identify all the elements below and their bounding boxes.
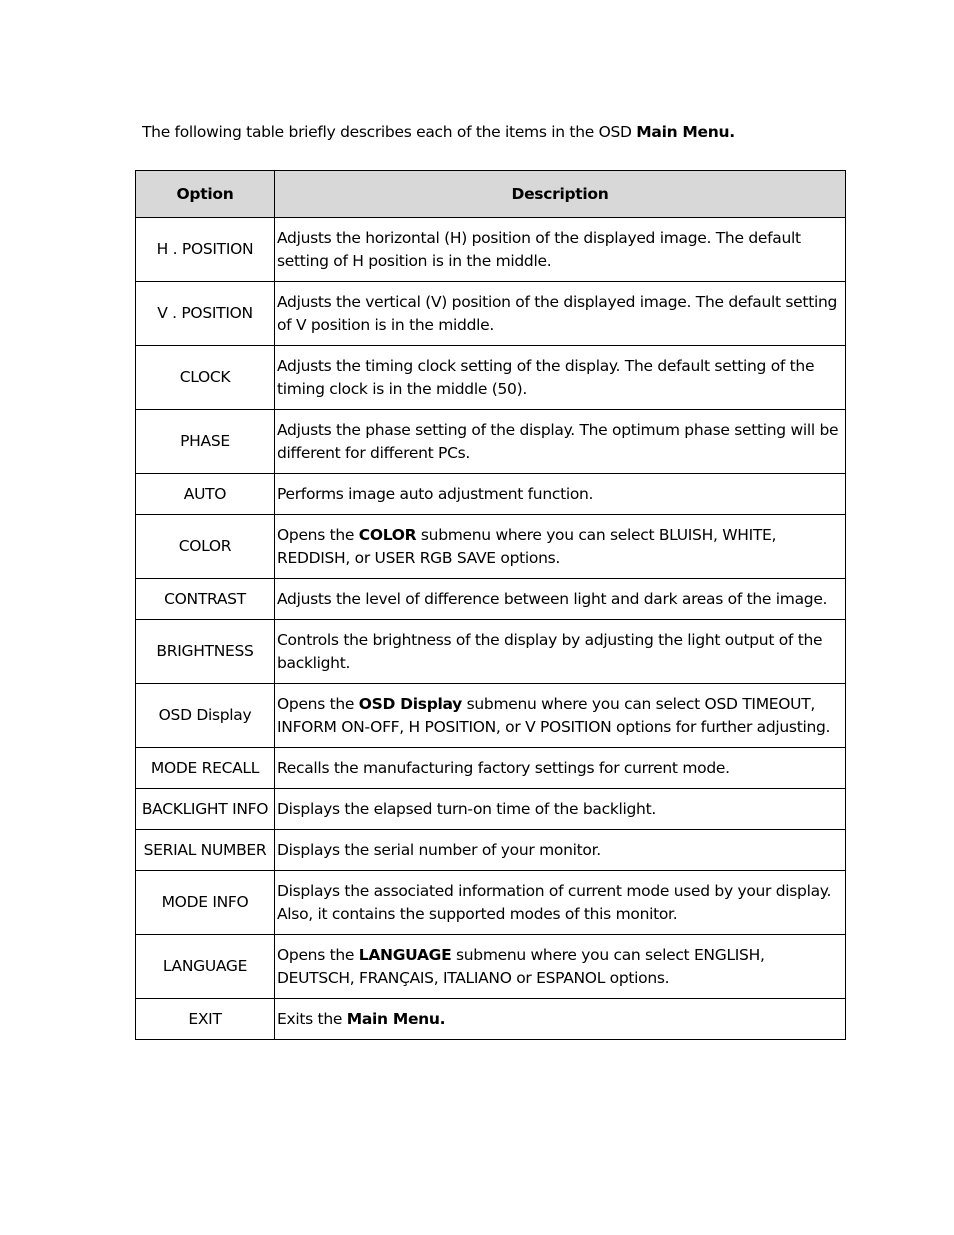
- table-row: [136, 748, 846, 789]
- option-cell: EXIT: [136, 999, 275, 1040]
- description-text: Displays the serial number of your monitor.: [277, 840, 601, 859]
- table-row: [136, 579, 846, 620]
- description-text-after: submenu where you can select OSD TIMEOUT, INFORM ON-OFF, H POSITION, or V POSITION options for further adjusting.: [277, 694, 831, 736]
- option-cell: OSD Display: [136, 684, 275, 748]
- table-row: [136, 474, 846, 515]
- table-row: [136, 999, 846, 1040]
- description-cell: [275, 999, 846, 1040]
- osd-main-menu-table: [135, 170, 846, 1040]
- option-cell: COLOR: [136, 515, 275, 579]
- description-cell: [275, 515, 846, 579]
- description-text: Controls the brightness of the display by adjusting the light output of the backlight.: [277, 630, 823, 672]
- description-text: Displays the elapsed turn-on time of the backlight.: [277, 799, 656, 818]
- description-cell: [275, 620, 846, 684]
- description-text: Performs image auto adjustment function.: [277, 484, 594, 503]
- description-text: Recalls the manufacturing factory settings for current mode.: [277, 758, 730, 777]
- description-cell: [275, 282, 846, 346]
- description-bold-text: LANGUAGE: [358, 945, 452, 964]
- table-row: [136, 684, 846, 748]
- table-row: [136, 871, 846, 935]
- description-bold-text: COLOR: [358, 525, 417, 544]
- description-text: Adjusts the horizontal (H) position of the displayed image. The default setting of H position is in the middle.: [277, 228, 801, 270]
- option-cell: CLOCK: [136, 346, 275, 410]
- description-text: Displays the associated information of current mode used by your display. Also, it contains the supported modes of this monitor.: [277, 881, 832, 923]
- option-cell: MODE INFO: [136, 871, 275, 935]
- description-cell: [275, 830, 846, 871]
- description-text: Adjusts the phase setting of the display. The optimum phase setting will be different for different PCs.: [277, 420, 839, 462]
- intro-paragraph: [142, 121, 882, 143]
- description-cell: [275, 871, 846, 935]
- description-cell: [275, 410, 846, 474]
- description-text: Exits the: [277, 1009, 347, 1028]
- table-row: [136, 346, 846, 410]
- description-cell: [275, 935, 846, 999]
- description-text: Adjusts the timing clock setting of the display. The default setting of the timing clock is in the middle (50).: [277, 356, 815, 398]
- table-row: [136, 935, 846, 999]
- description-text: Opens the: [277, 945, 359, 964]
- option-cell: LANGUAGE: [136, 935, 275, 999]
- option-cell: MODE RECALL: [136, 748, 275, 789]
- option-cell: CONTRAST: [136, 579, 275, 620]
- option-cell: AUTO: [136, 474, 275, 515]
- description-column-header: Description: [275, 171, 846, 218]
- description-text: Opens the: [277, 525, 359, 544]
- description-text: Adjusts the level of difference between light and dark areas of the image.: [277, 589, 828, 608]
- intro-text: The following table briefly describes each of the items in the OSD: [142, 122, 637, 141]
- description-text: Adjusts the vertical (V) position of the displayed image. The default setting of V position is in the middle.: [277, 292, 838, 334]
- option-cell: BRIGHTNESS: [136, 620, 275, 684]
- description-text-after: submenu where you can select BLUISH, WHITE, REDDISH, or USER RGB SAVE options.: [277, 525, 777, 567]
- description-cell: [275, 748, 846, 789]
- table-row: [136, 515, 846, 579]
- table-row: [136, 830, 846, 871]
- description-cell: [275, 474, 846, 515]
- table-row: [136, 789, 846, 830]
- description-cell: [275, 789, 846, 830]
- option-cell: H . POSITION: [136, 218, 275, 282]
- description-cell: [275, 684, 846, 748]
- description-text-after: submenu where you can select ENGLISH, DEUTSCH, FRANÇAIS, ITALIANO or ESPANOL options.: [277, 945, 765, 987]
- description-cell: [275, 579, 846, 620]
- description-bold-text: Main Menu.: [346, 1009, 446, 1028]
- table-header-row: [136, 171, 846, 218]
- description-cell: [275, 218, 846, 282]
- table-row: [136, 620, 846, 684]
- option-cell: V . POSITION: [136, 282, 275, 346]
- description-bold-text: OSD Display: [358, 694, 462, 713]
- table-row: [136, 218, 846, 282]
- table-row: [136, 282, 846, 346]
- option-cell: BACKLIGHT INFO: [136, 789, 275, 830]
- option-cell: SERIAL NUMBER: [136, 830, 275, 871]
- intro-bold-text: Main Menu.: [636, 122, 735, 141]
- table-row: [136, 410, 846, 474]
- description-cell: [275, 346, 846, 410]
- option-column-header: Option: [136, 171, 275, 218]
- option-cell: PHASE: [136, 410, 275, 474]
- description-text: Opens the: [277, 694, 359, 713]
